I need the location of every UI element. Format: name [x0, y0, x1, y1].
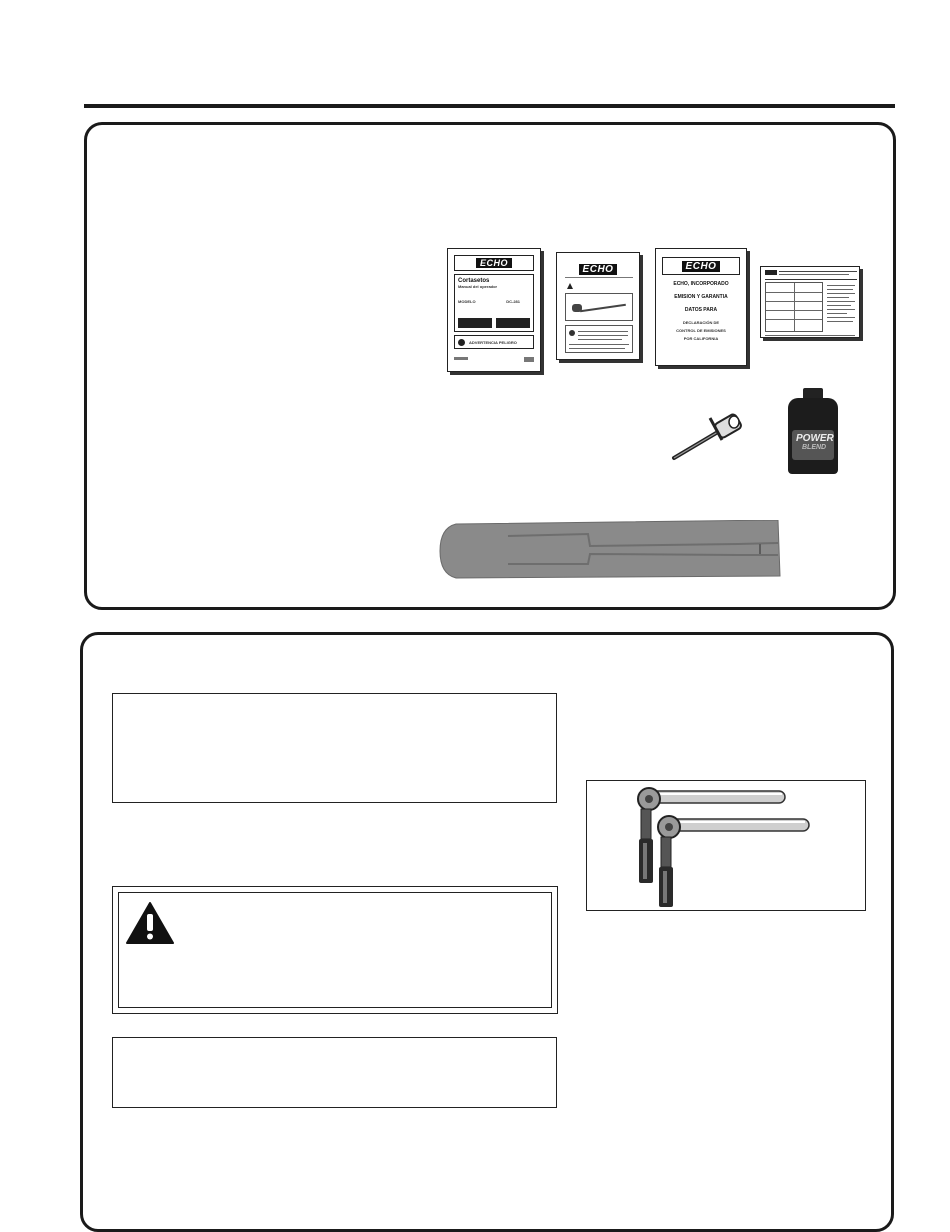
- tools-photo-frame: [586, 780, 866, 911]
- socket-wrenches-image: [587, 781, 865, 910]
- warning-text: ADVERTENCIA PELIGRO: [469, 339, 517, 345]
- model-label: MODELO: [458, 299, 476, 304]
- info-box-2: [112, 1037, 557, 1108]
- echo-logo: ECHO: [579, 264, 618, 275]
- model-value: DC-281: [506, 299, 520, 304]
- blade-scabbard: [438, 520, 782, 580]
- header-rule: [84, 104, 895, 108]
- bottle-body: [788, 398, 838, 474]
- warning-icon: [125, 901, 175, 945]
- warning-label-right: [496, 318, 530, 328]
- book-icon: [458, 339, 465, 346]
- spark-plug-wrench-icon: [668, 408, 744, 464]
- warranty-line-5: CONTROL DE EMISIONES: [676, 328, 726, 333]
- warning-triangle-icon: [567, 283, 573, 289]
- warranty-line-3: DATOS PARA: [684, 307, 718, 313]
- oil-bottle: [778, 388, 848, 474]
- operator-manual-spanish: [447, 248, 541, 372]
- warranty-line-2: EMISION Y GARANTIA: [674, 294, 728, 300]
- safety-sheet: [556, 252, 640, 360]
- echo-logo: ECHO: [476, 258, 512, 268]
- warning-box: [112, 886, 558, 1014]
- safety-instructions-box: [565, 325, 633, 353]
- warranty-line-1: ECHO, INCORPORADO: [673, 281, 729, 287]
- warranty-booklet: [655, 248, 747, 366]
- bottle-sublabel: BLEND: [802, 444, 827, 451]
- bottle-label: POWER: [796, 433, 834, 444]
- info-icon: [569, 330, 575, 336]
- warranty-line-4: DECLARACIÓN DE: [682, 320, 720, 325]
- warranty-line-6: POR CALIFORNIA: [683, 336, 719, 341]
- manual-title: Cortasetos: [458, 278, 490, 284]
- manual-subtitle: Manual del operador: [458, 284, 498, 289]
- info-box-1: [112, 693, 557, 803]
- warranty-card: [760, 266, 860, 338]
- warning-label-left: [458, 318, 492, 328]
- echo-logo: ECHO: [682, 261, 721, 272]
- hedge-trimmer-illustration: [565, 293, 633, 321]
